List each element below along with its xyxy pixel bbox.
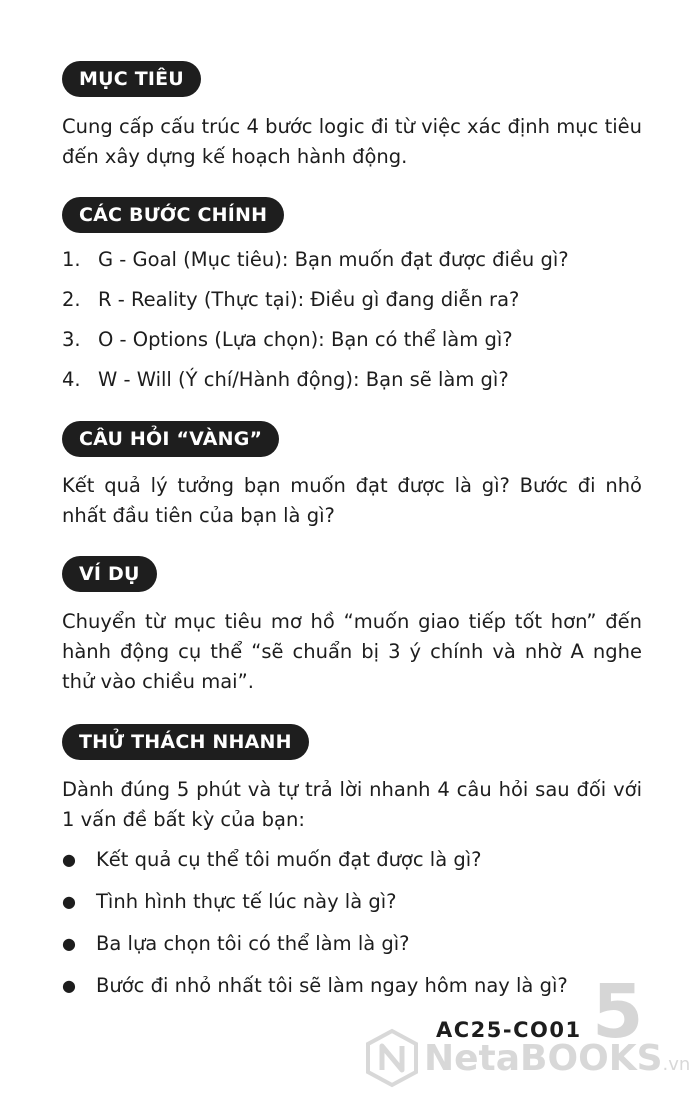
- step-number: 4.: [62, 368, 81, 391]
- section-tag: CÂU HỎI “VÀNG”: [62, 421, 279, 457]
- bullet-text: Ba lựa chọn tôi có thể làm là gì?: [96, 932, 410, 955]
- list-item: [62, 881, 642, 923]
- list-item: [62, 965, 642, 1007]
- section-tag: CÁC BƯỚC CHÍNH: [62, 197, 284, 233]
- section-cau-hoi-vang: [62, 421, 642, 531]
- watermark-text: NetaBOOKS.vn: [424, 1037, 691, 1079]
- page-number: 5: [592, 969, 644, 1055]
- netabooks-logo-icon: [364, 1028, 420, 1088]
- section-cac-buoc-chinh: [62, 197, 642, 400]
- bullet-text: Tình hình thực tế lúc này là gì?: [96, 890, 397, 913]
- section-thu-thach-nhanh: [62, 724, 642, 1007]
- step-text: W - Will (Ý chí/Hành động): Bạn sẽ làm gì?: [98, 368, 509, 391]
- document-code: AC25-CO01: [436, 1018, 582, 1042]
- section-tag: MỤC TIÊU: [62, 61, 201, 97]
- section-muc-tieu: [62, 61, 642, 172]
- section-tag: VÍ DỤ: [62, 556, 157, 592]
- list-item: [62, 360, 642, 400]
- bullet-icon: ●: [62, 976, 76, 995]
- challenge-list: [62, 839, 642, 1007]
- step-text: G - Goal (Mục tiêu): Bạn muốn đạt được điều gì?: [98, 248, 569, 271]
- section-text: Kết quả lý tưởng bạn muốn đạt được là gì? Bước đi nhỏ nhất đầu tiên của bạn là gì?: [62, 474, 642, 527]
- section-tag: THỬ THÁCH NHANH: [62, 724, 309, 760]
- list-item: [62, 320, 642, 360]
- step-number: 2.: [62, 288, 81, 311]
- step-text: O - Options (Lựa chọn): Bạn có thể làm gì?: [98, 328, 513, 351]
- section-text: Cung cấp cấu trúc 4 bước logic đi từ việc xác định mục tiêu đến xây dựng kế hoạch hành động.: [62, 115, 642, 168]
- bullet-icon: ●: [62, 892, 76, 911]
- step-number: 3.: [62, 328, 81, 351]
- step-number: 1.: [62, 248, 81, 271]
- watermark: [364, 1026, 694, 1090]
- section-text: Chuyển từ mục tiêu mơ hồ “muốn giao tiếp tốt hơn” đến hành động cụ thể “sẽ chuẩn bị 3 ý chính và nhờ A nghe thử vào chiều mai”.: [62, 610, 642, 693]
- bullet-icon: ●: [62, 850, 76, 869]
- list-item: [62, 280, 642, 320]
- bullet-text: Bước đi nhỏ nhất tôi sẽ làm ngay hôm nay là gì?: [96, 974, 568, 997]
- list-item: [62, 923, 642, 965]
- list-item: [62, 839, 642, 881]
- step-text: R - Reality (Thực tại): Điều gì đang diễn ra?: [98, 288, 520, 311]
- steps-list: [62, 240, 642, 400]
- bullet-text: Kết quả cụ thể tôi muốn đạt được là gì?: [96, 848, 482, 871]
- section-text: Dành đúng 5 phút và tự trả lời nhanh 4 câu hỏi sau đối với 1 vấn đề bất kỳ của bạn:: [62, 778, 642, 831]
- list-item: [62, 240, 642, 280]
- bullet-icon: ●: [62, 934, 76, 953]
- section-vi-du: [62, 556, 642, 697]
